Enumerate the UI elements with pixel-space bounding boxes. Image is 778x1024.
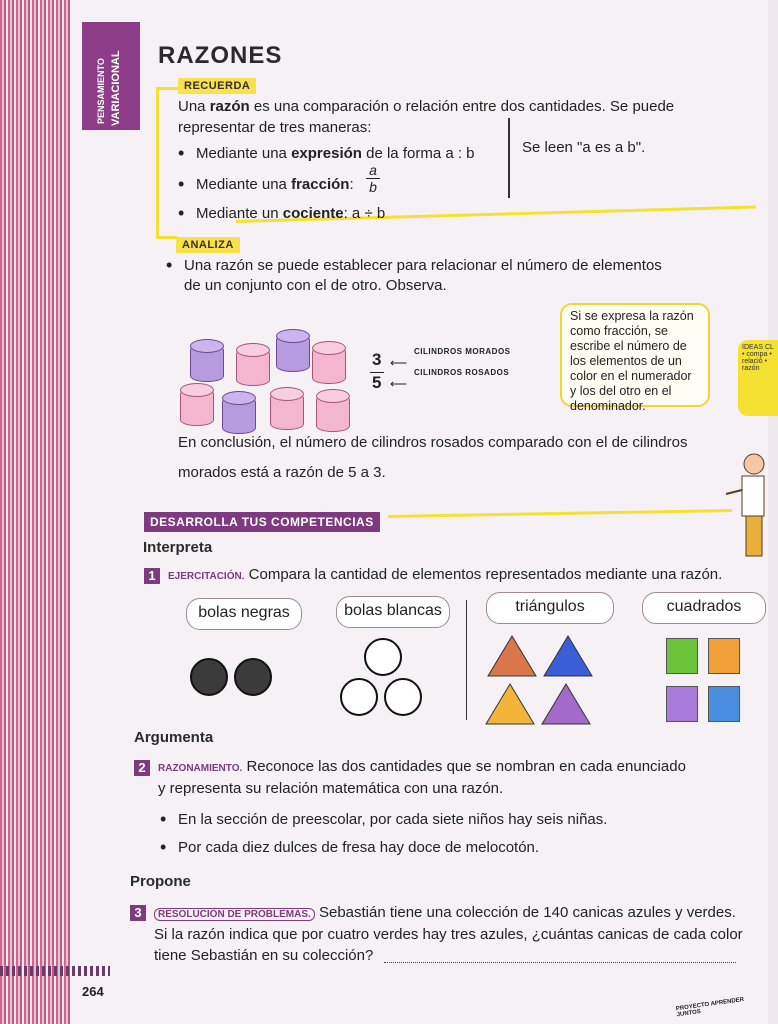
fraction-bottom-5: 5 (372, 373, 382, 392)
bullet3-post: : a ÷ b (343, 205, 386, 222)
exercise-2-line2: y representa su relación matemática con una razón. (158, 780, 504, 797)
pill-bolas-negras: bolas negras (186, 598, 302, 630)
bullet1-pre: Mediante una (196, 145, 292, 162)
triangle-orange (488, 636, 536, 676)
label-cilindros-morados: CILINDROS MORADOS (414, 347, 511, 356)
square-purple (666, 686, 698, 722)
ex3-tag: RESOLUCIÓN DE PROBLEMAS. (154, 908, 315, 921)
bullet3-bold: cociente (282, 205, 344, 222)
heading-argumenta: Argumenta (134, 729, 214, 746)
bullet2-post: : (349, 176, 354, 193)
conclusion-line1: En conclusión, el número de cilindros rosados comparado con el de cilindros (178, 434, 688, 451)
exercise-2-prompt (158, 757, 758, 778)
side-tab-line1: PENSAMIENTO (96, 58, 106, 124)
ex2-line1: Reconoce las dos cantidades que se nombran en cada enunciado (246, 758, 686, 775)
recuerda-tag: RECUERDA (178, 78, 256, 94)
desarrolla-banner: DESARROLLA TUS COMPETENCIAS (144, 512, 380, 532)
pill-triangulos: triángulos (486, 592, 614, 624)
bullet1-bold: expresión (291, 145, 362, 162)
bullet2-bold: fracción (291, 176, 350, 193)
callout-note: Si se expresa la razón como fracción, se escribe el número de los elementos de un color en el numerador y los del otro en el denominador. (560, 303, 710, 407)
bullet1-post: de la forma a : b (361, 145, 475, 162)
page-stack-bottom (0, 966, 110, 976)
exercise-1-prompt (168, 565, 768, 586)
cylinder-pink (180, 388, 214, 426)
exercise-number-2: 2 (134, 760, 150, 776)
side-tab-line2: VARIACIONAL (110, 50, 122, 126)
recuerda-line-top (156, 87, 178, 90)
exercise-3-line2: Si la razón indica que por cuatro verdes hay tres azules, ¿cuántas canicas de cada color (154, 926, 743, 943)
analiza-line1: • Una razón se puede establecer para relacionar el número de elementos (184, 256, 704, 275)
white-ball (384, 678, 422, 716)
mascot-figure (724, 450, 768, 560)
heading-propone: Propone (130, 873, 191, 890)
cylinder-pink (236, 348, 270, 386)
triangle-yellow (486, 684, 534, 724)
ex1-tag: EJERCITACIÓN. (168, 571, 245, 582)
ex2-tag: RAZONAMIENTO. (158, 763, 243, 774)
cylinder-pink (316, 394, 350, 432)
bullet3-pre: Mediante un (196, 205, 283, 222)
cylinder-purple (222, 396, 256, 434)
definition-pre: Una (178, 98, 210, 115)
triangle-purple (542, 684, 590, 724)
triangle-blue (544, 636, 592, 676)
footer-brand: PROYECTO APRENDER JUNTOS (675, 996, 745, 1019)
square-green (666, 638, 698, 674)
label-cilindros-rosados: CILINDROS ROSADOS (414, 368, 510, 377)
page-title: RAZONES (158, 42, 283, 69)
square-orange (708, 638, 740, 674)
white-ball (340, 678, 378, 716)
black-ball (234, 658, 272, 696)
analiza-line2: de un conjunto con el de otro. Observa. (184, 277, 447, 294)
fraction-a-over-b (366, 162, 380, 195)
recuerda-bullet-fraccion (196, 175, 354, 194)
analiza-tag: ANALIZA (176, 237, 240, 253)
recuerda-line-bottom (156, 236, 178, 239)
cylinder-pink (270, 392, 304, 430)
recuerda-bullet-expresion (196, 144, 475, 163)
definition-bold: razón (209, 98, 250, 115)
ex3-line1: Sebastián tiene una colección de 140 canicas azules y verdes. (318, 904, 736, 921)
cylinder-pink (312, 346, 346, 384)
cylinder-purple (190, 344, 224, 382)
arrow-left-icon: ⟵ (390, 356, 408, 370)
exercise-2-bullet1: • En la sección de preescolar, por cada siete niños hay seis niñas. (178, 810, 607, 829)
exercise-2-bullet2: • Por cada diez dulces de fresa hay doce de melocotón. (178, 838, 539, 857)
heading-interpreta: Interpreta (143, 539, 213, 556)
exercise-number-1: 1 (144, 568, 160, 584)
pill-bolas-blancas: bolas blancas (336, 596, 450, 628)
page-number: 264 (82, 984, 104, 999)
recuerda-bullet-cociente (196, 204, 385, 223)
exercise-3-line3: tiene Sebastián en su colección? (154, 947, 374, 964)
se-leen-note: Se leen "a es a b". (522, 139, 646, 156)
ex1-text: Compara la cantidad de elementos representados mediante una razón. (248, 566, 723, 583)
square-blue (708, 686, 740, 722)
recuerda-line-left (156, 87, 159, 237)
definition-post: es una comparación o relación entre dos cantidades. Se puede (249, 98, 675, 115)
ideas-tab: IDEAS CL • compa • relació • razón (738, 340, 778, 416)
pill-cuadrados: cuadrados (642, 592, 766, 624)
cylinder-purple (276, 334, 310, 372)
section-side-tab (82, 22, 140, 130)
exercise-number-3: 3 (130, 905, 146, 921)
brace-divider (508, 118, 510, 198)
recuerda-definition (178, 97, 718, 116)
column-divider (466, 600, 467, 720)
frac-num: a (366, 162, 380, 179)
conclusion-line2: morados está a razón de 5 a 3. (178, 464, 386, 481)
triangles-group (486, 632, 596, 728)
bullet2-pre: Mediante una (196, 176, 292, 193)
page-stack-edge (0, 0, 80, 1024)
answer-line[interactable] (384, 962, 736, 963)
black-ball (190, 658, 228, 696)
fraction-top-3: 3 (372, 350, 382, 369)
recuerda-line2: representar de tres maneras: (178, 119, 372, 136)
white-ball (364, 638, 402, 676)
arrow-left-icon: ⟵ (390, 377, 408, 391)
frac-den: b (369, 179, 377, 195)
exercise-3-prompt (154, 903, 766, 924)
